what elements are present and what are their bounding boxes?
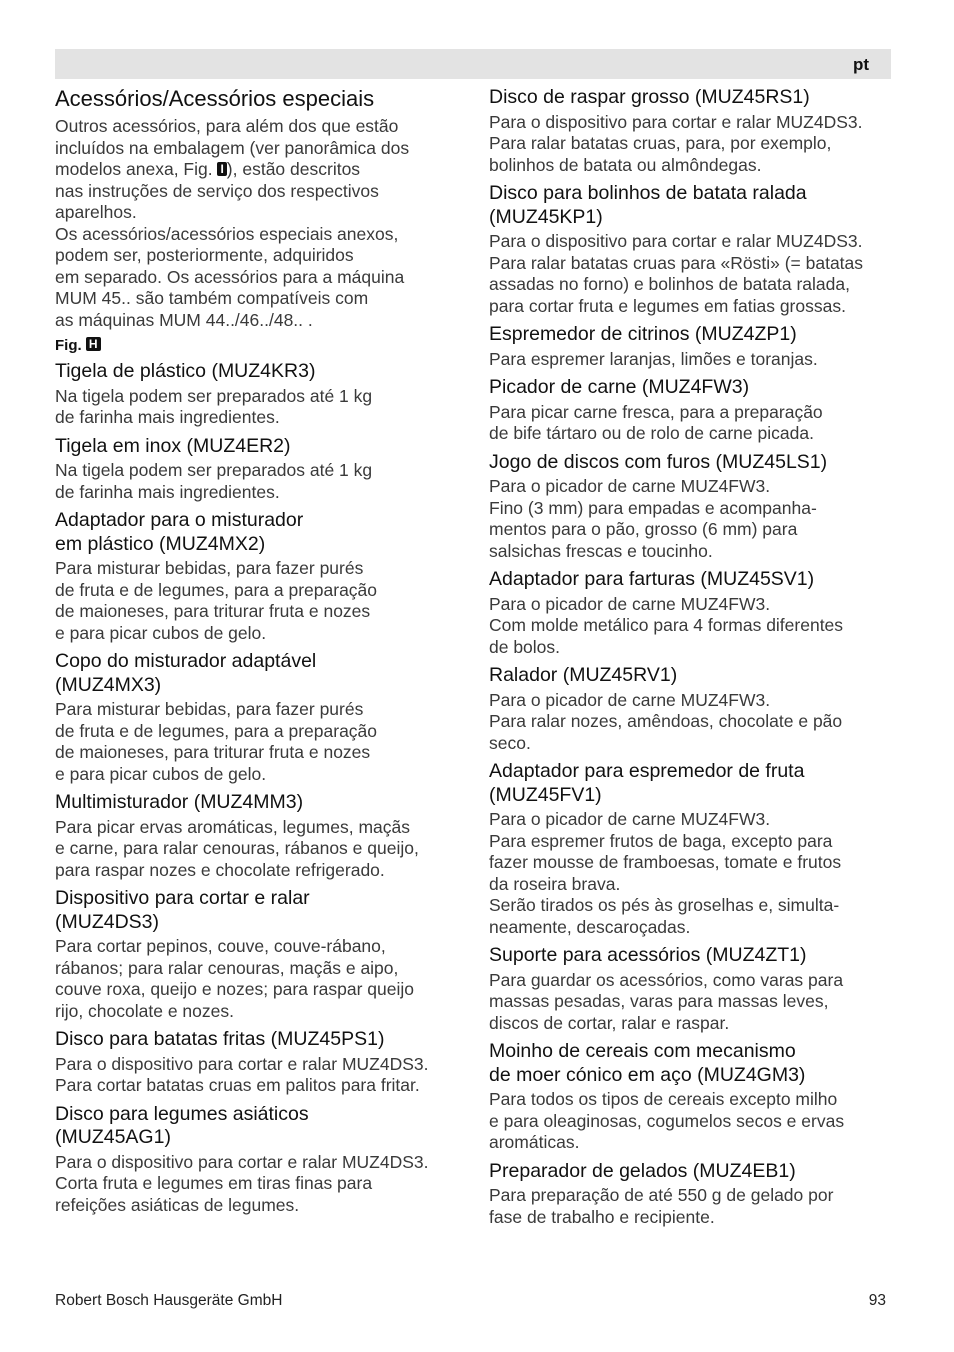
accessory-title: Dispositivo para cortar e ralar (MUZ4DS3)	[55, 887, 310, 933]
accessory-title: Moinho de cereais com mecanismo de moer cónico em aço (MUZ4GM3)	[489, 1040, 806, 1086]
left-column	[55, 86, 465, 1222]
accessory-title: Adaptador para espremedor de fruta (MUZ45FV1)	[489, 760, 805, 806]
intro-text-part-1: Outros acessórios, para além dos que estão incluídos na embalagem (ver panorâmica dos modelos anexa, Fig.	[55, 116, 410, 179]
accessory-entry	[55, 791, 465, 881]
right-column	[489, 86, 899, 1234]
figure-badge-icon: H	[86, 337, 101, 351]
accessory-description: Na tigela podem ser preparados até 1 kg de farinha mais ingredientes.	[55, 460, 373, 502]
accessory-entry	[55, 509, 465, 644]
accessory-entry	[55, 1028, 465, 1097]
accessory-description: Para o dispositivo para cortar e ralar MUZ4DS3. Corta fruta e legumes em tiras finas para refeições asiáticas de legumes.	[55, 1151, 429, 1215]
accessory-entry	[489, 944, 899, 1034]
accessory-title: Adaptador para o misturador em plástico (MUZ4MX2)	[55, 509, 304, 555]
accessory-title: Disco para legumes asiáticos (MUZ45AG1)	[55, 1102, 309, 1148]
accessory-title: Copo do misturador adaptável (MUZ4MX3)	[55, 650, 317, 696]
accessory-entry	[55, 1103, 465, 1217]
accessory-title: Disco para batatas fritas (MUZ45PS1)	[55, 1028, 385, 1050]
accessory-title: Picador de carne (MUZ4FW3)	[489, 376, 750, 398]
accessory-entry	[489, 1040, 899, 1154]
accessory-entry	[489, 568, 899, 658]
accessory-description: Para misturar bebidas, para fazer purés de fruta e de legumes, para a preparação de maioneses, para triturar fruta e nozes e para picar cubos de gelo.	[55, 558, 378, 643]
accessory-description: Para picar ervas aromáticas, legumes, maçãs e carne, para ralar cenouras, rábanos e queijo, para raspar nozes e chocolate refrigerado.	[55, 816, 419, 880]
accessory-description: Para o dispositivo para cortar e ralar MUZ4DS3. Para cortar batatas cruas em palitos para fritar.	[55, 1053, 429, 1095]
accessory-entry	[55, 435, 465, 504]
accessory-description: Para misturar bebidas, para fazer purés de fruta e de legumes, para a preparação de maioneses, para triturar fruta e nozes e para picar cubos de gelo.	[55, 699, 378, 784]
accessory-title: Tigela de plástico (MUZ4KR3)	[55, 360, 316, 382]
accessory-entry	[489, 182, 899, 317]
accessory-description: Para todos os tipos de cereais excepto milho e para oleaginosas, cogumelos secos e ervas aromáticas.	[489, 1089, 845, 1152]
accessory-description: Para o picador de carne MUZ4FW3. Para ralar nozes, amêndoas, chocolate e pão seco.	[489, 689, 843, 753]
accessory-title: Multimisturador (MUZ4MM3)	[55, 791, 304, 813]
figure-label: Fig.	[55, 337, 82, 354]
accessory-entry	[489, 760, 899, 938]
accessory-description: Para o picador de carne MUZ4FW3. Para espremer frutos de baga, excepto para fazer mousse de framboesas, tomate e frutos da roseira brava. Serão tirados os pés às groselhas e, simulta- neamente, descaroçadas.	[489, 809, 842, 937]
section-title: Acessórios/Acessórios especiais	[55, 86, 375, 111]
accessory-description: Na tigela podem ser preparados até 1 kg de farinha mais ingredientes.	[55, 385, 373, 427]
accessory-description: Para guardar os acessórios, como varas para massas pesadas, varas para massas leves, discos de cortar, ralar e raspar.	[489, 969, 844, 1033]
intro-text-part-2: ), estão descritos nas instruções de serviço dos respectivos aparelhos.	[55, 159, 379, 222]
footer-company: Robert Bosch Hausgeräte GmbH	[55, 1292, 283, 1309]
accessory-entry	[489, 376, 899, 445]
header-bar	[55, 49, 891, 79]
accessory-entry	[489, 1160, 899, 1229]
right-accessory-list	[489, 86, 899, 1228]
accessory-title: Tigela em inox (MUZ4ER2)	[55, 434, 291, 457]
page-number: 93	[868, 1292, 886, 1309]
intro-text	[55, 116, 465, 331]
accessory-description: Para o dispositivo para cortar e ralar MUZ4DS3. Para ralar batatas cruas, para, por exemplo, bolinhos de batata ou almôndegas.	[489, 111, 863, 175]
accessory-title: Preparador de gelados (MUZ4EB1)	[489, 1159, 796, 1182]
accessory-description: Para o dispositivo para cortar e ralar MUZ4DS3. Para ralar batatas cruas para «Rösti» (= batatas assadas no forno) e bolinhos de batata ralada, para cortar fruta e legumes em fatias grossas.	[489, 231, 864, 316]
accessory-entry	[489, 323, 899, 370]
accessory-title: Adaptador para farturas (MUZ45SV1)	[489, 568, 815, 590]
left-accessory-list	[55, 360, 465, 1216]
accessory-entry	[55, 650, 465, 785]
language-label: pt	[852, 55, 869, 74]
accessory-entry	[489, 451, 899, 563]
accessory-title: Disco para bolinhos de batata ralada (MUZ45KP1)	[489, 182, 807, 228]
figure-reference	[55, 337, 465, 354]
accessory-title: Disco de raspar grosso (MUZ45RS1)	[489, 86, 810, 108]
figure-badge-icon: I	[217, 162, 226, 176]
accessory-title: Espremedor de citrinos (MUZ4ZP1)	[489, 323, 797, 345]
accessory-description: Para picar carne fresca, para a preparação de bife tártaro ou de rolo de carne picada.	[489, 401, 823, 443]
accessory-description: Para espremer laranjas, limões e toranjas.	[489, 348, 818, 369]
accessory-title: Ralador (MUZ45RV1)	[489, 664, 678, 686]
accessory-title: Suporte para acessórios (MUZ4ZT1)	[489, 944, 807, 966]
intro-text-part-3: Os acessórios/acessórios especiais anexos, podem ser, posteriormente, adquiridos em separado. Os acessórios para a máquina MUM 45.. são também compatíveis com as máquinas MUM 44../46../48.. .	[55, 223, 405, 330]
accessory-entry	[489, 664, 899, 754]
accessory-entry	[55, 887, 465, 1022]
accessory-entry	[489, 86, 899, 176]
accessory-description: Para cortar pepinos, couve, couve-rábano, rábanos; para ralar cenouras, maçãs e aipo, couve roxa, queijo e nozes; para raspar queijo rijo, chocolate e nozes.	[55, 936, 414, 1021]
accessory-description: Para o picador de carne MUZ4FW3. Com molde metálico para 4 formas diferentes de bolos.	[489, 593, 844, 657]
accessory-title: Jogo de discos com furos (MUZ45LS1)	[489, 450, 828, 473]
accessory-entry	[55, 360, 465, 429]
accessory-description: Para preparação de até 550 g de gelado por fase de trabalho e recipiente.	[489, 1185, 834, 1227]
accessory-description: Para o picador de carne MUZ4FW3. Fino (3 mm) para empadas e acompanha- mentos para o pão, grosso (6 mm) para salsichas frescas e toucinho.	[489, 476, 817, 561]
